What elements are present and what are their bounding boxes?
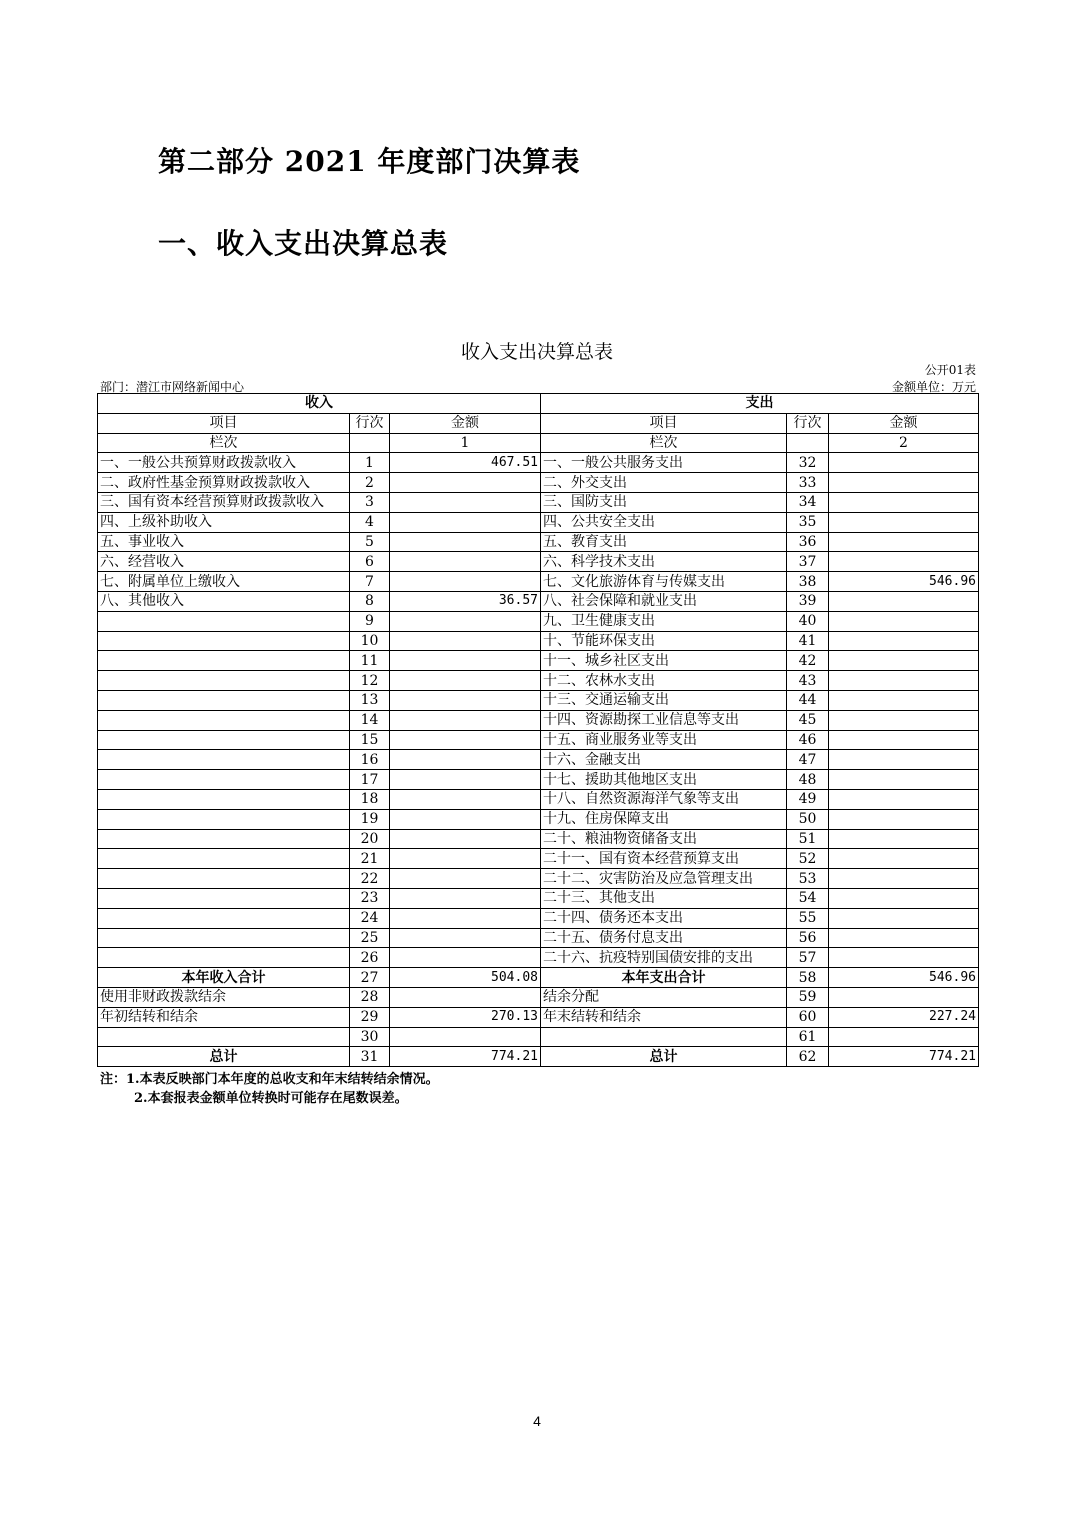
table-row [98,948,979,968]
income-rowno-cell: 12 [350,671,390,691]
income-rowno-cell: 30 [350,1027,390,1047]
income-rowno-cell: 7 [350,572,390,592]
income-item-cell [98,611,350,631]
table-row [98,552,979,572]
income-rowno-cell: 6 [350,552,390,572]
expense-rowno-header: 行次 [787,413,829,433]
income-item-cell: 四、上级补助收入 [98,512,350,532]
income-rowno-cell: 16 [350,750,390,770]
income-col-number: 1 [390,433,541,453]
income-amount-cell [390,512,541,532]
income-rowno-cell: 1 [350,453,390,473]
income-amount-cell [390,948,541,968]
income-item-cell [98,908,350,928]
expense-rowno-cell: 61 [787,1027,829,1047]
table-row [98,1027,979,1047]
table-row [98,829,979,849]
table-row [98,631,979,651]
income-header: 收入 [98,394,541,414]
expense-item-cell: 二十三、其他支出 [541,888,787,908]
expense-amount-cell [829,829,979,849]
income-expense-table [97,393,979,1067]
expense-amount-cell [829,888,979,908]
expense-rowno-cell: 47 [787,750,829,770]
table-code: 公开01表 [924,363,976,377]
income-rowno-cell: 25 [350,928,390,948]
income-item-cell [98,888,350,908]
expense-amount-cell [829,591,979,611]
expense-item-cell: 十九、住房保障支出 [541,809,787,829]
income-amount-cell [390,552,541,572]
expense-amount-cell [829,1027,979,1047]
income-rowno-cell: 14 [350,710,390,730]
income-rowno-cell: 3 [350,492,390,512]
expense-rowno-cell: 60 [787,1007,829,1027]
income-rowno-cell: 15 [350,730,390,750]
expense-amount-cell [829,453,979,473]
income-rowno-cell: 8 [350,591,390,611]
expense-rowno-cell: 48 [787,770,829,790]
expense-item-cell: 年末结转和结余 [541,1007,787,1027]
income-amount-cell [390,710,541,730]
income-item-cell [98,631,350,651]
expense-item-header: 项目 [541,413,787,433]
income-item-cell: 六、经营收入 [98,552,350,572]
expense-amount-cell [829,928,979,948]
expense-rowno-cell: 44 [787,690,829,710]
table-row [98,908,979,928]
expense-item-cell: 三、国防支出 [541,492,787,512]
income-amount-cell [390,631,541,651]
expense-col-blank [787,433,829,453]
table-row [98,928,979,948]
income-rowno-cell: 5 [350,532,390,552]
table-row [98,473,979,493]
expense-rowno-cell: 40 [787,611,829,631]
income-item-cell: 二、政府性基金预算财政拨款收入 [98,473,350,493]
expense-amount-cell [829,869,979,889]
income-rowno-cell: 11 [350,651,390,671]
expense-rowno-cell: 56 [787,928,829,948]
page-number: 4 [533,1413,541,1429]
income-amount-header: 金额 [390,413,541,433]
expense-rowno-cell: 33 [787,473,829,493]
income-col-blank [350,433,390,453]
department-label: 部门：潜江市网络新闻中心 [100,380,245,394]
note-2: 2.本套报表金额单位转换时可能存在尾数误差。 [134,1091,408,1106]
income-item-cell [98,789,350,809]
income-rowno-cell: 23 [350,888,390,908]
table-row [98,710,979,730]
expense-item-cell: 十五、商业服务业等支出 [541,730,787,750]
note-1: 注：1.本表反映部门本年度的总收支和年末结转结余情况。 [100,1072,439,1087]
expense-item-cell: 二、外交支出 [541,473,787,493]
expense-amount-cell [829,770,979,790]
income-item-cell [98,671,350,691]
expense-item-cell: 二十二、灾害防治及应急管理支出 [541,869,787,889]
header-row-columns [98,413,979,433]
income-rowno-cell: 24 [350,908,390,928]
expense-item-cell [541,1027,787,1047]
income-amount-cell [390,690,541,710]
expense-amount-cell [829,552,979,572]
income-amount-cell [390,532,541,552]
expense-header: 支出 [541,394,979,414]
expense-item-cell: 二十四、债务还本支出 [541,908,787,928]
income-amount-cell: 774.21 [390,1047,541,1067]
expense-amount-cell [829,611,979,631]
income-item-cell [98,690,350,710]
expense-amount-cell [829,809,979,829]
income-amount-cell [390,1027,541,1047]
income-amount-cell [390,671,541,691]
income-amount-cell [390,849,541,869]
income-item-cell: 年初结转和结余 [98,1007,350,1027]
expense-rowno-cell: 58 [787,968,829,988]
expense-rowno-cell: 52 [787,849,829,869]
expense-rowno-cell: 55 [787,908,829,928]
income-item-cell [98,710,350,730]
income-item-header: 项目 [98,413,350,433]
expense-item-cell: 十、节能环保支出 [541,631,787,651]
expense-rowno-cell: 36 [787,532,829,552]
expense-rowno-cell: 35 [787,512,829,532]
income-rowno-cell: 4 [350,512,390,532]
section-heading: 第二部分 2021 年度部门决算表 [158,145,581,178]
expense-amount-cell: 774.21 [829,1047,979,1067]
expense-amount-cell [829,512,979,532]
income-item-cell [98,948,350,968]
expense-amount-cell [829,750,979,770]
table-row [98,690,979,710]
income-item-cell: 七、附属单位上缴收入 [98,572,350,592]
expense-item-cell: 五、教育支出 [541,532,787,552]
expense-item-cell: 二十五、债务付息支出 [541,928,787,948]
income-col-label: 栏次 [98,433,350,453]
expense-amount-cell [829,987,979,1007]
expense-rowno-cell: 32 [787,453,829,473]
expense-rowno-cell: 62 [787,1047,829,1067]
expense-item-cell: 总计 [541,1047,787,1067]
table-row [98,987,979,1007]
expense-rowno-cell: 41 [787,631,829,651]
expense-rowno-cell: 46 [787,730,829,750]
expense-amount-cell [829,730,979,750]
table-row [98,809,979,829]
income-amount-cell: 467.51 [390,453,541,473]
income-item-cell [98,928,350,948]
income-rowno-cell: 9 [350,611,390,631]
expense-item-cell: 七、文化旅游体育与传媒支出 [541,572,787,592]
income-item-cell [98,809,350,829]
expense-amount-cell [829,948,979,968]
expense-item-cell: 本年支出合计 [541,968,787,988]
expense-rowno-cell: 54 [787,888,829,908]
income-item-cell: 总计 [98,1047,350,1067]
income-item-cell: 本年收入合计 [98,968,350,988]
income-amount-cell [390,572,541,592]
income-rowno-cell: 20 [350,829,390,849]
table-row [98,869,979,889]
income-item-cell [98,829,350,849]
expense-item-cell: 八、社会保障和就业支出 [541,591,787,611]
expense-col-number: 2 [829,433,979,453]
header-row-sections [98,394,979,414]
expense-amount-cell [829,473,979,493]
table-row [98,492,979,512]
expense-rowno-cell: 59 [787,987,829,1007]
expense-rowno-cell: 37 [787,552,829,572]
income-amount-cell: 504.08 [390,968,541,988]
income-amount-cell: 36.57 [390,591,541,611]
income-amount-cell [390,770,541,790]
expense-item-cell: 四、公共安全支出 [541,512,787,532]
income-item-cell [98,849,350,869]
table-row [98,572,979,592]
income-rowno-cell: 18 [350,789,390,809]
table-row [98,651,979,671]
table-row [98,532,979,552]
income-rowno-cell: 21 [350,849,390,869]
income-rowno-cell: 19 [350,809,390,829]
table-row [98,611,979,631]
income-amount-cell [390,928,541,948]
table-row [98,968,979,988]
expense-amount-cell [829,532,979,552]
income-item-cell: 八、其他收入 [98,591,350,611]
expense-rowno-cell: 50 [787,809,829,829]
expense-amount-cell: 546.96 [829,968,979,988]
expense-amount-cell [829,651,979,671]
income-amount-cell [390,888,541,908]
income-amount-cell [390,492,541,512]
expense-rowno-cell: 34 [787,492,829,512]
income-amount-cell [390,869,541,889]
expense-rowno-cell: 43 [787,671,829,691]
table-row [98,1047,979,1067]
expense-item-cell: 一、一般公共服务支出 [541,453,787,473]
income-amount-cell [390,651,541,671]
income-rowno-header: 行次 [350,413,390,433]
expense-amount-header: 金额 [829,413,979,433]
expense-amount-cell [829,690,979,710]
expense-item-cell: 十二、农林水支出 [541,671,787,691]
income-rowno-cell: 17 [350,770,390,790]
expense-amount-cell [829,789,979,809]
header-row-column-index [98,433,979,453]
income-amount-cell [390,908,541,928]
expense-item-cell: 二十、粮油物资储备支出 [541,829,787,849]
table-row [98,1007,979,1027]
income-amount-cell [390,611,541,631]
subsection-heading: 一、收入支出决算总表 [158,227,449,260]
expense-item-cell: 十八、自然资源海洋气象等支出 [541,789,787,809]
expense-rowno-cell: 49 [787,789,829,809]
table-row [98,591,979,611]
table-row [98,789,979,809]
expense-amount-cell: 227.24 [829,1007,979,1027]
table-row [98,888,979,908]
income-item-cell [98,651,350,671]
income-amount-cell [390,750,541,770]
expense-item-cell: 十三、交通运输支出 [541,690,787,710]
income-amount-cell [390,809,541,829]
expense-item-cell: 十一、城乡社区支出 [541,651,787,671]
table-row [98,453,979,473]
expense-rowno-cell: 39 [787,591,829,611]
table-row [98,770,979,790]
expense-rowno-cell: 53 [787,869,829,889]
expense-amount-cell: 546.96 [829,572,979,592]
table-row [98,750,979,770]
expense-col-label: 栏次 [541,433,787,453]
expense-amount-cell [829,631,979,651]
income-rowno-cell: 10 [350,631,390,651]
income-rowno-cell: 2 [350,473,390,493]
expense-amount-cell [829,849,979,869]
income-amount-cell: 270.13 [390,1007,541,1027]
income-item-cell [98,1027,350,1047]
income-rowno-cell: 29 [350,1007,390,1027]
expense-rowno-cell: 45 [787,710,829,730]
income-amount-cell [390,987,541,1007]
expense-item-cell: 结余分配 [541,987,787,1007]
expense-item-cell: 十七、援助其他地区支出 [541,770,787,790]
income-amount-cell [390,473,541,493]
table-notes [100,1070,439,1108]
table-row [98,512,979,532]
expense-amount-cell [829,671,979,691]
income-item-cell [98,730,350,750]
table-row [98,849,979,869]
income-rowno-cell: 13 [350,690,390,710]
expense-item-cell: 十四、资源勘探工业信息等支出 [541,710,787,730]
income-amount-cell [390,829,541,849]
expense-item-cell: 十六、金融支出 [541,750,787,770]
expense-rowno-cell: 38 [787,572,829,592]
table-row [98,671,979,691]
expense-rowno-cell: 57 [787,948,829,968]
income-item-cell [98,750,350,770]
expense-item-cell: 二十六、抗疫特别国债安排的支出 [541,948,787,968]
expense-item-cell: 六、科学技术支出 [541,552,787,572]
expense-amount-cell [829,710,979,730]
table-title: 收入支出决算总表 [460,341,613,363]
income-rowno-cell: 28 [350,987,390,1007]
income-item-cell [98,770,350,790]
expense-rowno-cell: 42 [787,651,829,671]
income-rowno-cell: 22 [350,869,390,889]
expense-amount-cell [829,908,979,928]
expense-item-cell: 九、卫生健康支出 [541,611,787,631]
income-rowno-cell: 26 [350,948,390,968]
income-rowno-cell: 27 [350,968,390,988]
income-amount-cell [390,789,541,809]
table-row [98,730,979,750]
income-amount-cell [390,730,541,750]
income-rowno-cell: 31 [350,1047,390,1067]
expense-amount-cell [829,492,979,512]
income-item-cell [98,869,350,889]
income-item-cell: 一、一般公共预算财政拨款收入 [98,453,350,473]
expense-item-cell: 二十一、国有资本经营预算支出 [541,849,787,869]
income-item-cell: 五、事业收入 [98,532,350,552]
expense-rowno-cell: 51 [787,829,829,849]
unit-label: 金额单位：万元 [891,380,976,394]
income-item-cell: 三、国有资本经营预算财政拨款收入 [98,492,350,512]
income-item-cell: 使用非财政拨款结余 [98,987,350,1007]
